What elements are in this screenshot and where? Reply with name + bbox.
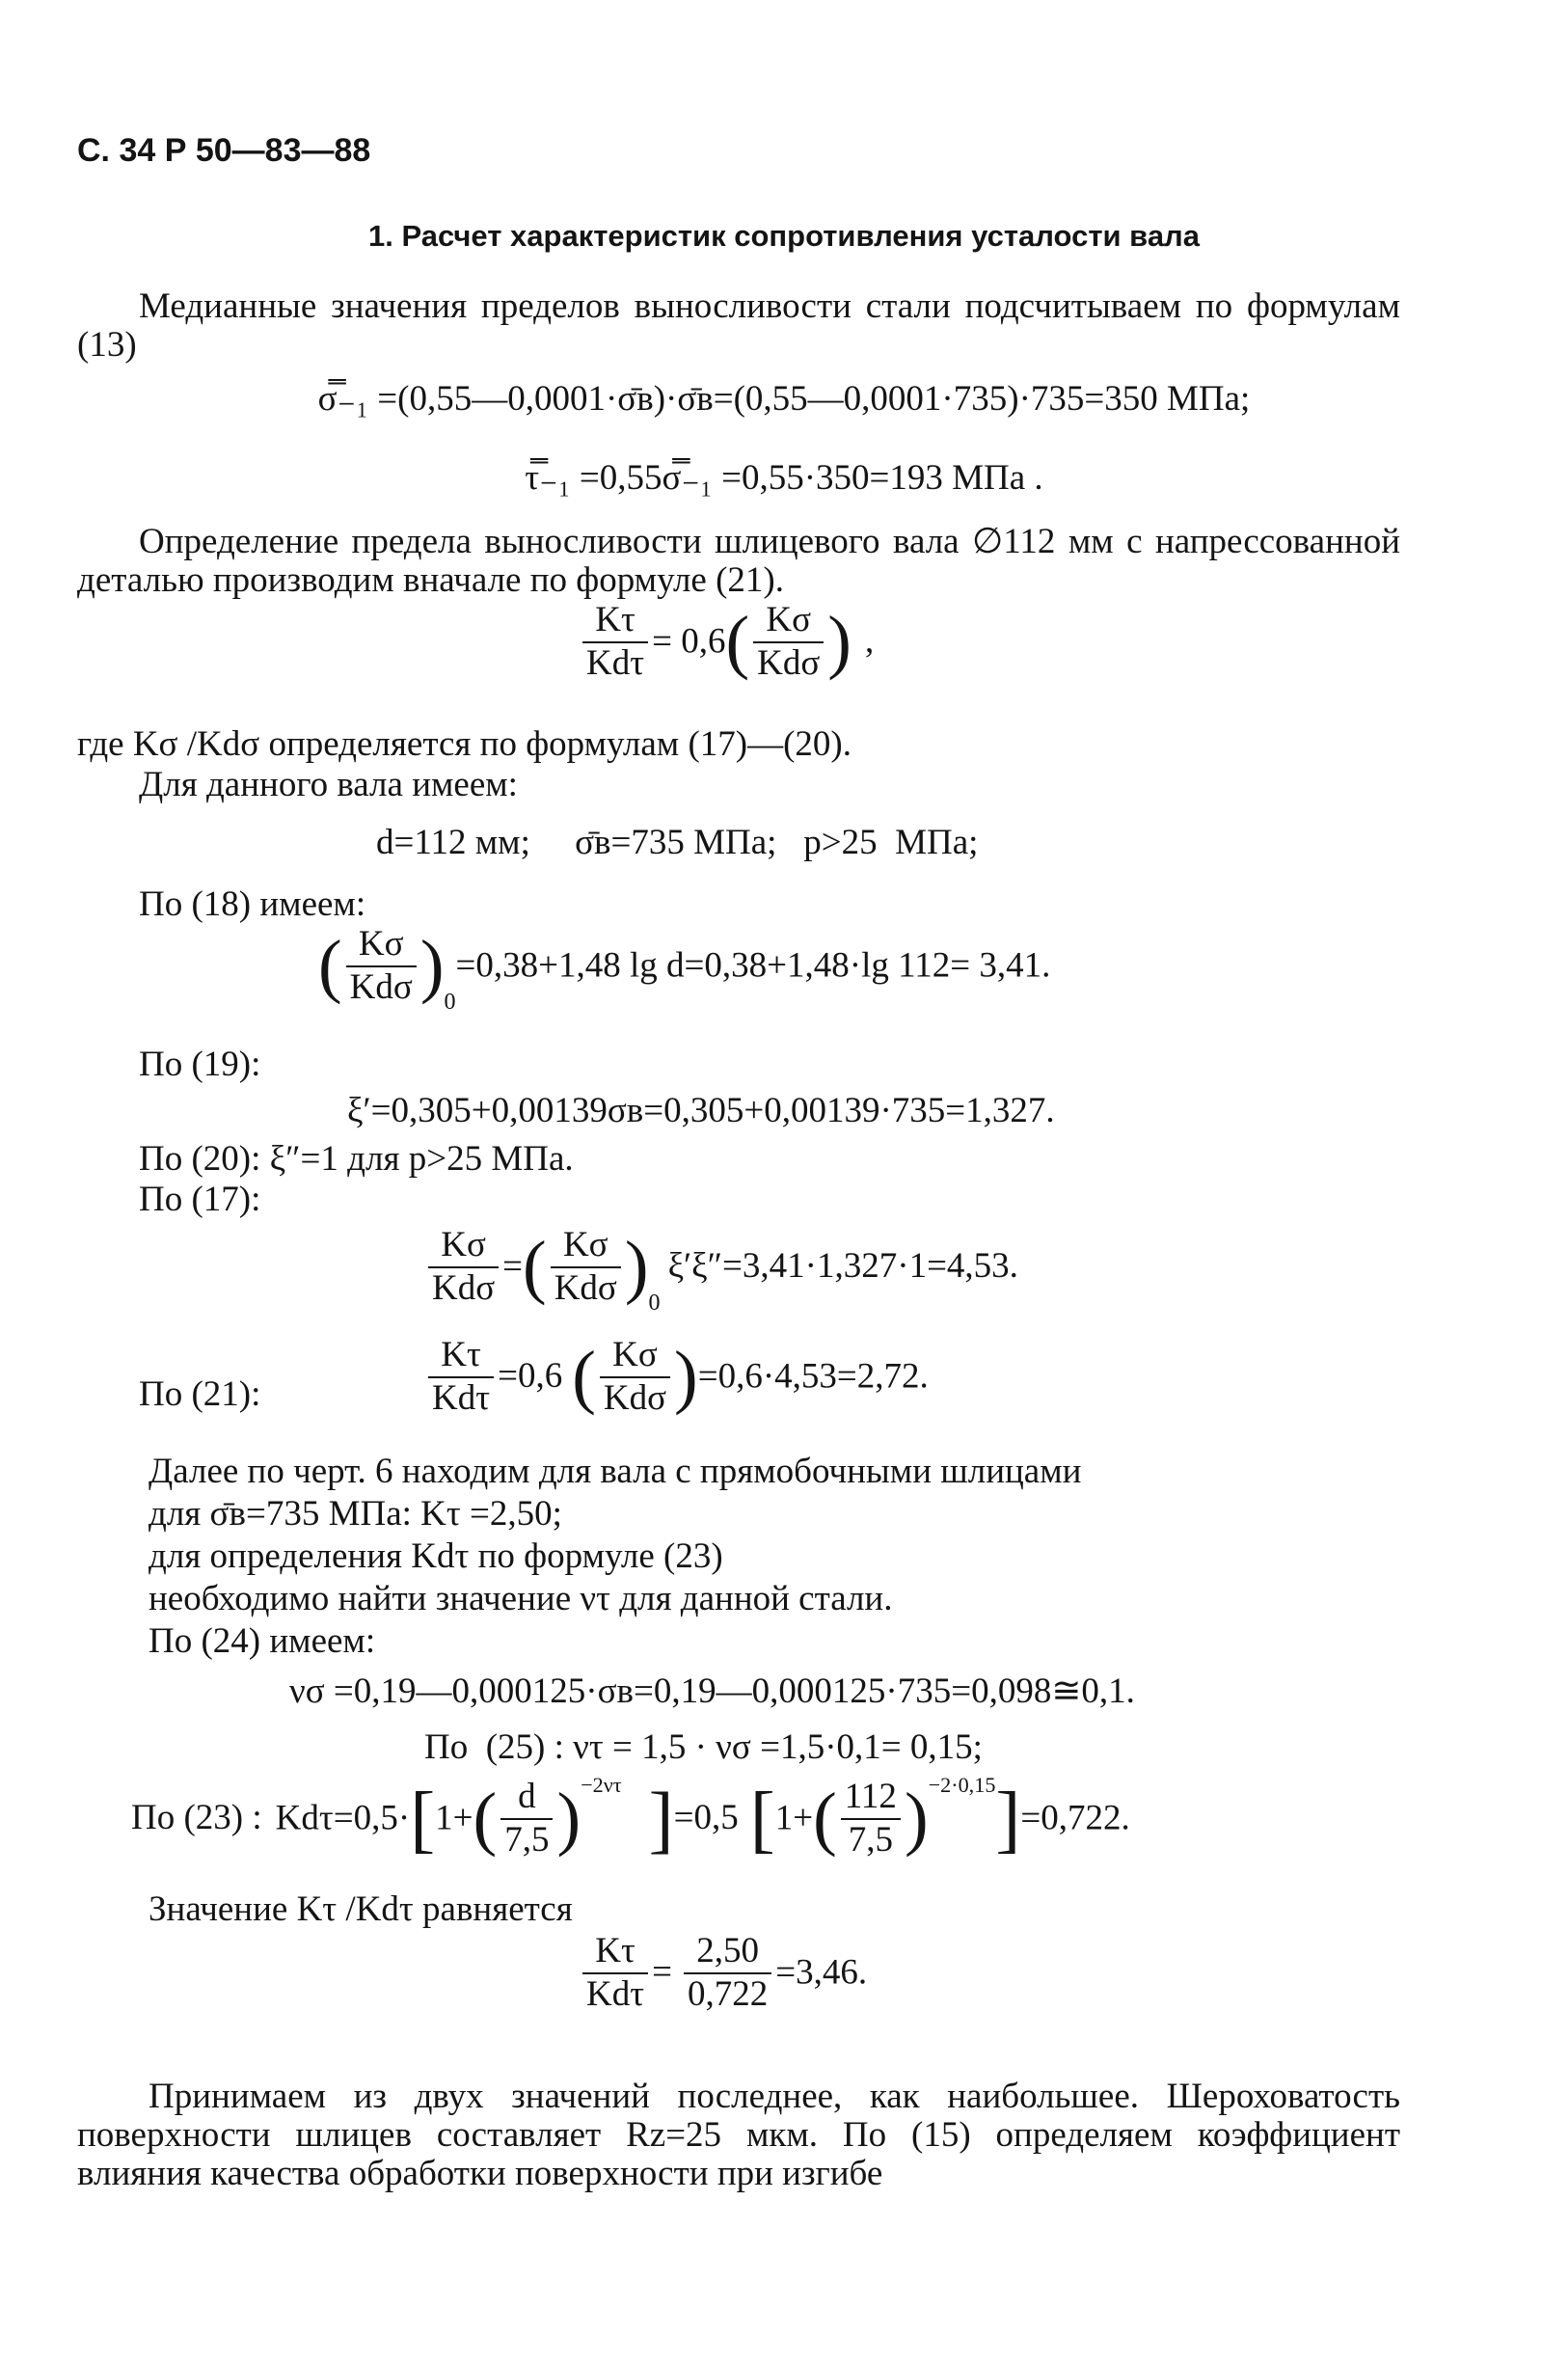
fraction-112-7-5: $\frac{112}{7,5}$	[841, 1777, 901, 1861]
equation-kt-kdt-value: $\frac{K\tau}{\text{Kdτ}}$ =0,6 ( $\frac{K\sigma}{\text{Kdσ}}$ )=0,6·4,53=2,72.	[424, 1335, 929, 1419]
paragraph-kt-value: для σ̄в=735 МПа: Kτ =2,50;	[149, 1494, 562, 1534]
paragraph-kt-kdt-ratio: Значение Kτ /Kdτ равняется	[149, 1889, 573, 1929]
equation-nu-sigma: νσ =0,19—0,000125·σв=0,19—0,000125·735=0,098≅0,1.	[289, 1671, 1135, 1711]
paragraph-kdt-formula: для определения Kdτ по формуле (23)	[149, 1536, 723, 1576]
paragraph-by-21: По (21):	[139, 1374, 261, 1414]
fraction-250-0722: $\frac{2,50}{0,722}$	[684, 1931, 771, 2015]
equation-xi-prime: ξ′=0,305+0,00139σв=0,305+0,00139·735=1,327.	[347, 1091, 1055, 1130]
paragraph-by-20: По (20): ξ″=1 для p>25 МПа.	[139, 1139, 574, 1179]
equation-kt-ratio: $\frac{K\tau}{\text{Kdτ}}$ = 0,6( $\frac{K\sigma}{\text{Kdσ}}$ ) ,	[579, 600, 874, 684]
fraction-d-7-5: $\frac{d}{7,5}$	[500, 1777, 553, 1861]
equation-ratio-result: $\frac{K\tau}{\text{Kdτ}}$ = $\frac{2,50}{0,722}$ =3,46.	[579, 1931, 867, 2015]
fraction-kt-kdt: $\frac{K\tau}{\text{Kdτ}}$	[582, 1931, 648, 2015]
fraction-kt-kdt: $\frac{K\tau}{\text{Kdτ}}$	[582, 600, 648, 684]
paragraph-by-24: По (24) имеем:	[149, 1621, 376, 1661]
equation-kdt: По (23) : Kdτ=0,5·[1+( $\frac{d}{7,5}$ )$^{-2\nu\tau}$ ]=0,5 [1+( $\frac{112}{7,5}$ )$^{-2\cdot 0,15}$]=0,722.	[131, 1773, 1130, 1861]
equation-shaft-params: d=112 мм; σ̄в=735 МПа; p>25 МПа;	[376, 823, 979, 862]
fraction-ks-kds: $\frac{K\sigma}{\text{Kdσ}}$	[346, 924, 417, 1008]
paragraph-where: где Kσ /Kdσ определяется по формулам (17)—(20).	[77, 724, 852, 764]
section-title: 1. Расчет характеристик сопротивления усталости вала	[368, 219, 1200, 253]
paragraph-formulas-13: Медианные значения пределов выносливости стали подсчитываем по формулам (13)	[77, 286, 1400, 365]
paragraph-by-19: По (19):	[139, 1045, 261, 1084]
equation-ks-kds-0: ( $\frac{K\sigma}{\text{Kdσ}}$ )$_0=0,38+1,48$ lg d=0,38+1,48·lg 112= 3,41.	[318, 924, 1051, 1016]
paragraph-roughness: Принимаем из двух значений последнее, как наибольшее. Шероховатость поверхности шлицев составляет Rz=25 мкм. По (15) определяем коэффициент влияния качества обработки поверхности при изгибе	[77, 2077, 1400, 2193]
paragraph-by-18: По (18) имеем:	[139, 884, 366, 924]
fraction-ks-kds: $\frac{K\sigma}{\text{Kdσ}}$	[753, 600, 824, 684]
paragraph-for-shaft: Для данного вала имеем:	[139, 765, 518, 804]
paragraph-nu-tau: необходимо найти значение ντ для данной стали.	[149, 1579, 893, 1618]
fraction-ks-kds: $\frac{K\sigma}{\text{Kdσ}}$	[600, 1335, 670, 1419]
equation-nu-tau: По (25) : ντ = 1,5 · νσ =1,5·0,1= 0,15;	[424, 1727, 983, 1767]
fraction-ks-kds-right: $\frac{K\sigma}{\text{Kdσ}}$	[551, 1225, 621, 1309]
equation-ks-kds: $\frac{K\sigma}{\text{Kdσ}}$ =( $\frac{K\sigma}{\text{Kdσ}}$ )$_0\xi'\xi''=3,41\cdot 1,327\cdot 1=4,53$.	[424, 1225, 1018, 1318]
equation-tau-limit: τ̿₋₁ =0,55σ̿₋₁ =0,55·350=193 МПа .	[525, 458, 1043, 498]
paragraph-spline-shaft: Определение предела выносливости шлицевого вала ∅112 мм с напрессованной деталью производим вначале по формуле (21).	[77, 522, 1400, 600]
equation-sigma-limit: σ̿₋₁ =(0,55—0,0001·σ̄в)·σ̄в=(0,55—0,0001·735)·735=350 МПа;	[317, 379, 1251, 419]
fraction-kt-kdt: $\frac{K\tau}{\text{Kdτ}}$	[428, 1335, 494, 1419]
page-header: С. 34 Р 50—83—88	[77, 132, 371, 169]
paragraph-by-17: По (17):	[139, 1180, 261, 1219]
paragraph-chart-6: Далее по черт. 6 находим для вала с прямобочными шлицами	[149, 1452, 1082, 1491]
fraction-ks-kds-left: $\frac{K\sigma}{\text{Kdσ}}$	[428, 1225, 499, 1309]
